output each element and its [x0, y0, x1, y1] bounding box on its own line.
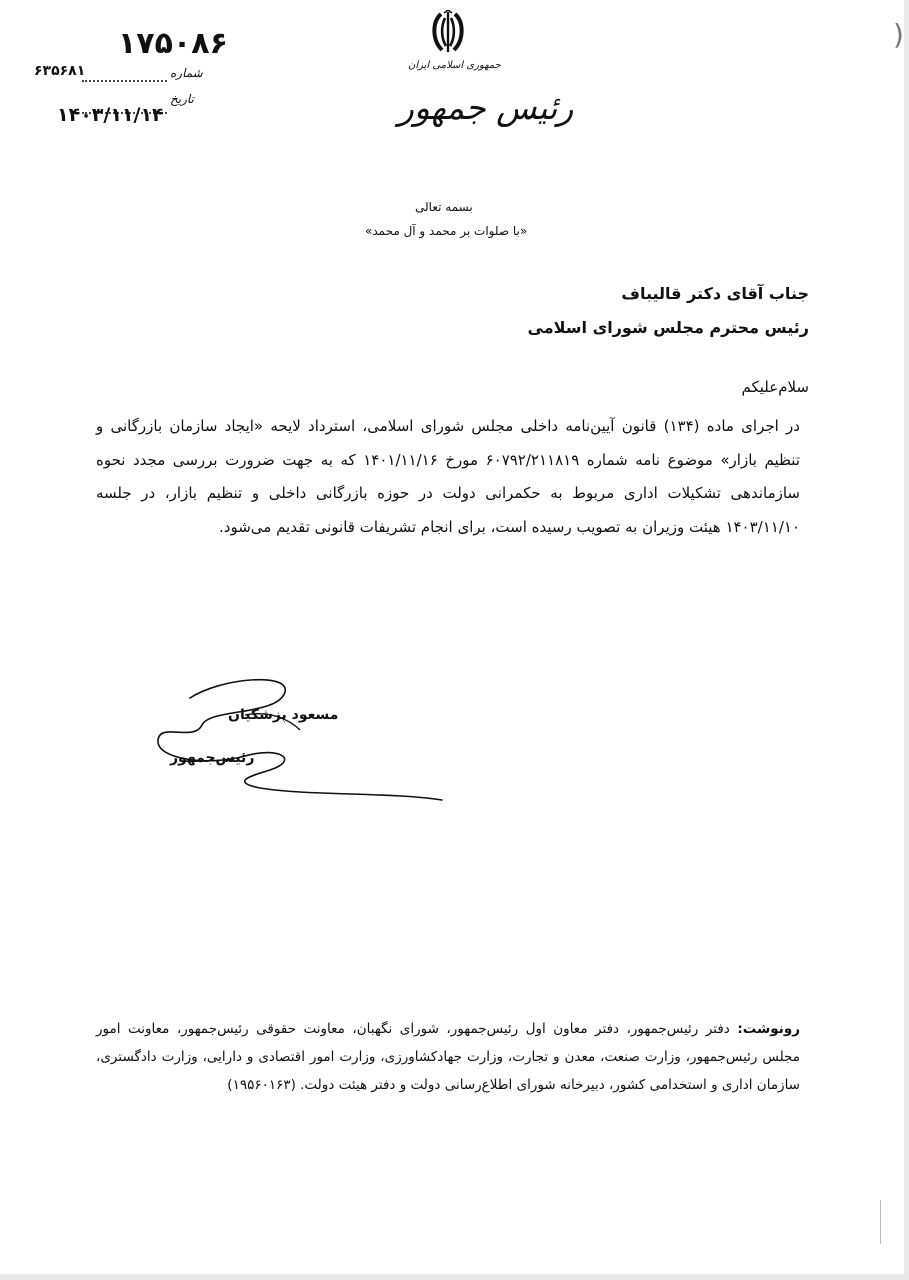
cc-block — [96, 1015, 800, 1099]
date-label: تاریخ — [170, 92, 194, 106]
number-label: شماره — [170, 66, 203, 80]
salawat: «با صلوات بر محمد و آل محمد» — [365, 224, 528, 238]
iran-emblem-icon — [430, 10, 466, 54]
letter-date: ۱۴۰۳/۱۱/۱۴ — [57, 104, 164, 126]
signer-title: رئیس‌جمهور — [170, 750, 255, 766]
addressee-name: جناب آقای دکتر قالیباف — [621, 284, 809, 303]
edge-mark: ( — [893, 18, 904, 51]
letter-body: در اجرای ماده (۱۳۴) قانون آیین‌نامه داخلی مجلس شورای اسلامی، استرداد لایحه «ایجاد سازمان بازرگانی و تنظیم بازار» موضوع نامه شماره ۶۰۷۹۲/۲۱۱۸۱۹ مورخ ۱۴۰۱/۱۱/۱۶ که به جهت ضرورت بررسی مجدد نحوه سازماندهی تشکیلات اداری مربوط به حکمرانی دولت در حوزه بازرگانی داخلی و تنظیم بازار، در جلسه ۱۴۰۳/۱۱/۱۰ هیئت وزیران به تصویب رسیده است، برای انجام تشریفات قانونی تقدیم می‌شود. — [96, 417, 801, 536]
reference-number: ۶۳۵۶۸۱ — [34, 63, 86, 79]
president-office-title: رئیس جمهور — [398, 88, 574, 127]
handwritten-signature — [150, 670, 450, 805]
republic-label: جمهوری اسلامی ایران — [408, 60, 501, 71]
page-edge-bottom — [0, 1274, 909, 1280]
registration-number: ۱۷۵۰۸۶ — [118, 26, 228, 61]
edge-tick — [880, 1200, 881, 1244]
basmala: بسمه تعالی — [415, 200, 473, 214]
cc-recipients: دفتر رئیس‌جمهور، دفتر معاون اول رئیس‌جمهور، شورای نگهبان، معاونت حقوقی رئیس‌جمهور، معاونت امور مجلس رئیس‌جمهور، وزارت صنعت، معدن و تجارت، وزارت جهادکشاورزی، وزارت امور اقتصادی و دارایی، وزارت دادگستری، سازمان اداری و استخدامی کشور، دبیرخانه شورای اطلاع‌رسانی دولت و دفتر هیئت دولت. (۱۹۵۶۰۱۶۳) — [96, 1021, 800, 1093]
greeting: سلام‌علیکم — [741, 378, 809, 396]
signer-name: مسعود پزشکیان — [228, 707, 339, 723]
cc-label: رونوشت: — [737, 1021, 800, 1037]
addressee-title: رئیس محترم مجلس شورای اسلامی — [527, 318, 809, 337]
number-dotted-line — [82, 80, 167, 82]
page-edge-right — [904, 0, 909, 1280]
